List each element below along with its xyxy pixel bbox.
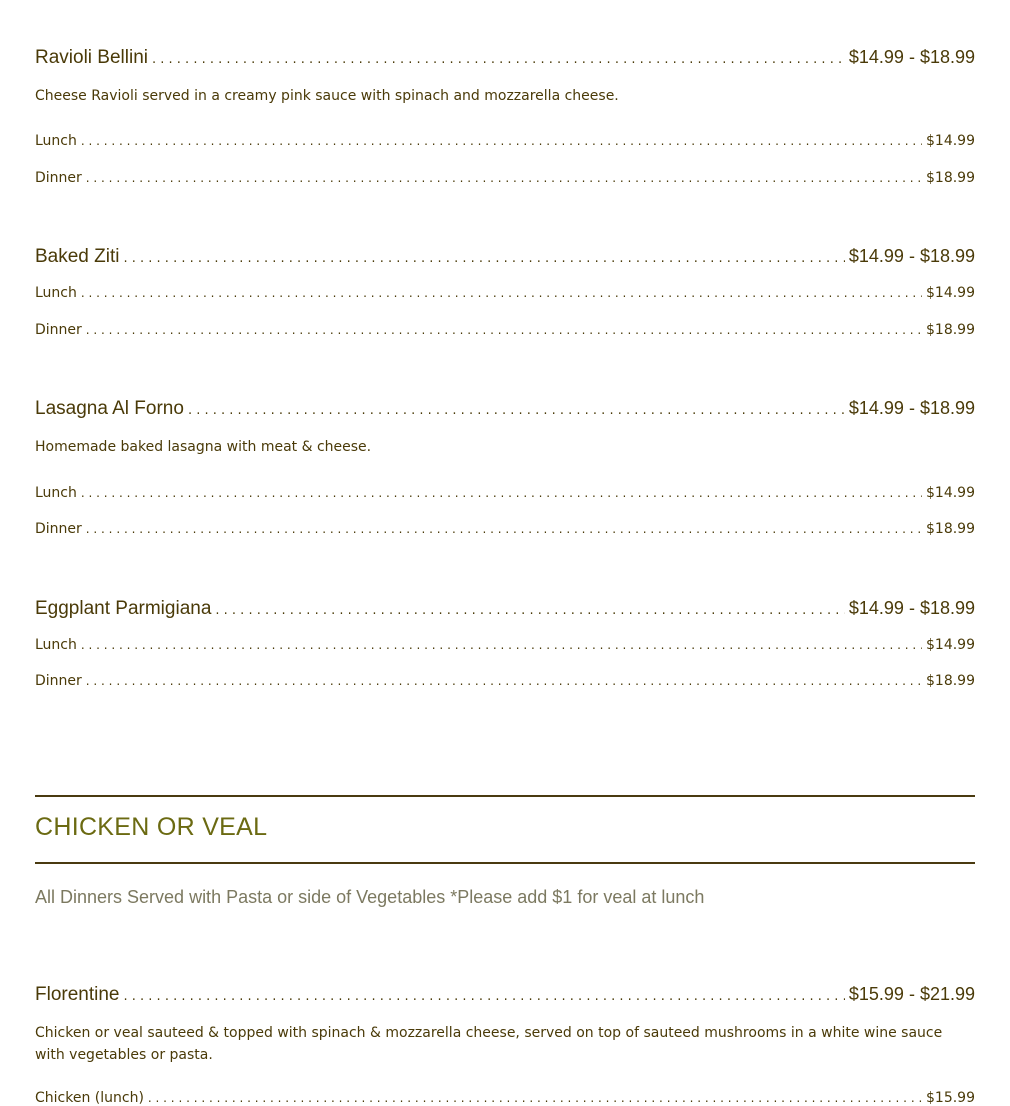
option-label: Dinner	[35, 521, 82, 537]
option-row	[35, 521, 975, 537]
item-description: Cheese Ravioli served in a creamy pink sauce with spinach and mozzarella cheese.	[35, 88, 619, 104]
option-price: $14.99	[926, 485, 975, 501]
option-row	[35, 673, 975, 689]
dot-leader	[86, 674, 922, 688]
item-price: $14.99 - $18.99	[848, 246, 975, 266]
option-row	[35, 637, 975, 653]
option-label: Dinner	[35, 170, 82, 186]
item-price: $14.99 - $18.99	[848, 47, 975, 67]
option-price: $14.99	[926, 285, 975, 301]
item-name: Baked Ziti	[35, 246, 120, 267]
option-label: Lunch	[35, 133, 77, 149]
section-divider-bottom	[35, 862, 975, 864]
option-row	[35, 133, 975, 149]
option-label: Chicken (lunch)	[35, 1090, 144, 1106]
option-price: $18.99	[926, 170, 975, 186]
item-price: $15.99 - $21.99	[848, 984, 975, 1004]
item-name: Ravioli Bellini	[35, 47, 148, 68]
option-row	[35, 322, 975, 338]
menu-item-baked-ziti	[35, 246, 975, 268]
option-label: Dinner	[35, 673, 82, 689]
option-label: Dinner	[35, 322, 82, 338]
option-row	[35, 485, 975, 501]
item-name: Eggplant Parmigiana	[35, 598, 212, 619]
option-row	[35, 170, 975, 186]
dot-leader	[152, 52, 845, 67]
option-price: $18.99	[926, 673, 975, 689]
dot-leader	[81, 638, 922, 652]
item-description: Homemade baked lasagna with meat & cheese.	[35, 439, 372, 455]
dot-leader	[86, 171, 922, 185]
option-price: $14.99	[926, 637, 975, 653]
option-price: $18.99	[926, 521, 975, 537]
item-name: Florentine	[35, 984, 120, 1005]
section-note: All Dinners Served with Pasta or side of Vegetables *Please add $1 for veal at lunch	[35, 887, 705, 907]
item-description: Chicken or veal sauteed & topped with spinach & mozzarella cheese, served on top of sauteed mushrooms in a white wine sauce with vegetables or pasta.	[35, 1025, 943, 1063]
dot-leader	[123, 251, 844, 266]
menu-item-ravioli-bellini	[35, 47, 975, 69]
option-price: $15.99	[926, 1090, 975, 1106]
option-price: $18.99	[926, 322, 975, 338]
section-title: CHICKEN OR VEAL	[35, 813, 268, 841]
menu-item-eggplant-parmigiana	[35, 598, 975, 620]
item-price: $14.99 - $18.99	[848, 598, 975, 618]
section-divider-top	[35, 795, 975, 797]
item-name: Lasagna Al Forno	[35, 398, 184, 419]
dot-leader	[86, 522, 922, 536]
dot-leader	[81, 286, 922, 300]
option-row	[35, 1090, 975, 1106]
option-label: Lunch	[35, 637, 77, 653]
dot-leader	[81, 486, 922, 500]
dot-leader	[215, 603, 845, 618]
option-label: Lunch	[35, 485, 77, 501]
menu-item-florentine	[35, 984, 975, 1006]
dot-leader	[86, 323, 922, 337]
option-price: $14.99	[926, 133, 975, 149]
item-price: $14.99 - $18.99	[848, 398, 975, 418]
dot-leader	[188, 403, 845, 418]
dot-leader	[81, 134, 922, 148]
option-row	[35, 285, 975, 301]
dot-leader	[124, 989, 845, 1004]
menu-item-lasagna-al-forno	[35, 398, 975, 420]
option-label: Lunch	[35, 285, 77, 301]
